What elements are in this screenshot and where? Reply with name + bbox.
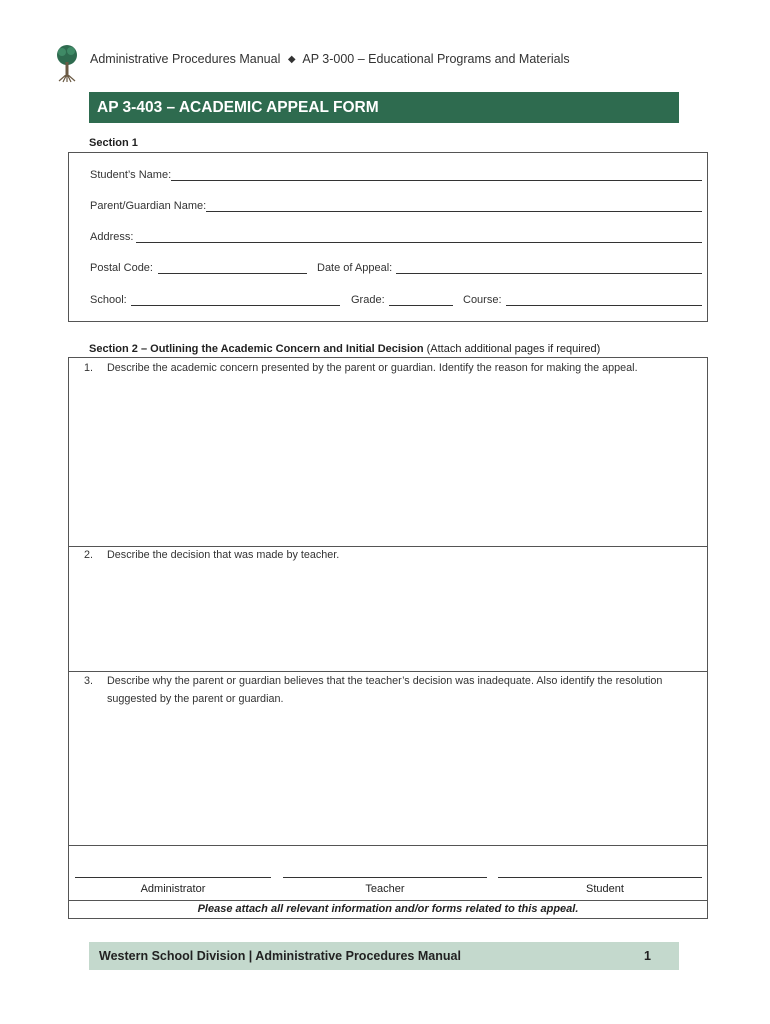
question-1[interactable] (84, 359, 708, 545)
administrator-signature-line[interactable] (75, 877, 271, 878)
postal-code-label: Postal Code: (90, 262, 153, 274)
divider (68, 900, 708, 901)
teacher-signature-line[interactable] (283, 877, 487, 878)
section2-note: (Attach additional pages if required) (426, 343, 601, 355)
parent-name-label: Parent/Guardian Name: (90, 200, 207, 212)
form-title: AP 3-403 – ACADEMIC APPEAL FORM (89, 92, 679, 123)
address-label: Address: (90, 231, 134, 243)
date-of-appeal-row (317, 261, 702, 274)
school-row (90, 293, 340, 306)
question-3-text-line2: suggested by the parent or guardian. (107, 693, 284, 705)
attach-note: Please attach all relevant information and/or forms related to this appeal. (197, 903, 579, 915)
school-field[interactable] (131, 293, 340, 306)
postal-code-row (90, 261, 307, 274)
course-label: Course: (463, 294, 502, 306)
address-field[interactable] (136, 230, 702, 243)
student-name-field[interactable] (171, 168, 702, 181)
school-label: School: (90, 294, 127, 306)
section2-label (89, 343, 600, 355)
question-2-text: Describe the decision that was made by teacher. (107, 549, 340, 561)
course-field[interactable] (506, 293, 702, 306)
grade-field[interactable] (389, 293, 453, 306)
date-of-appeal-label: Date of Appeal: (317, 262, 393, 274)
document-header (90, 52, 570, 66)
question-2-number: 2. (84, 549, 94, 561)
question-3[interactable] (84, 672, 708, 844)
parent-name-row (90, 199, 702, 212)
page-number: 1 (644, 949, 651, 963)
grade-label: Grade: (351, 294, 385, 306)
question-3-number: 3. (84, 675, 94, 687)
section2-title: Section 2 – Outlining the Academic Concern and Initial Decision (89, 343, 424, 355)
tree-logo-icon (54, 44, 80, 84)
divider (68, 845, 708, 846)
student-signature-line[interactable] (498, 877, 702, 878)
footer-org: Western School Division | Administrative Procedures Manual (99, 949, 461, 963)
question-1-number: 1. (84, 362, 94, 374)
parent-name-field[interactable] (206, 199, 702, 212)
question-3-text-line1: Describe why the parent or guardian believes that the teacher’s decision was inadequate. Also identify the resolution (107, 675, 663, 687)
date-of-appeal-field[interactable] (396, 261, 702, 274)
manual-title: Administrative Procedures Manual (90, 52, 281, 66)
grade-row (351, 293, 453, 306)
student-name-row (90, 168, 702, 181)
teacher-label: Teacher (365, 883, 405, 895)
administrator-label: Administrator (140, 883, 206, 895)
question-1-text: Describe the academic concern presented by the parent or guardian. Identify the reason for making the appeal. (107, 362, 638, 374)
course-row (463, 293, 702, 306)
diamond-separator-icon: ◆ (287, 54, 296, 65)
page-footer (89, 942, 679, 970)
postal-code-field[interactable] (158, 261, 307, 274)
section1-label: Section 1 (89, 137, 138, 149)
student-name-label: Student’s Name: (90, 169, 172, 181)
question-2[interactable] (84, 546, 708, 670)
section-title: AP 3-000 – Educational Programs and Materials (302, 52, 570, 66)
student-label: Student (586, 883, 624, 895)
address-row (90, 230, 702, 243)
